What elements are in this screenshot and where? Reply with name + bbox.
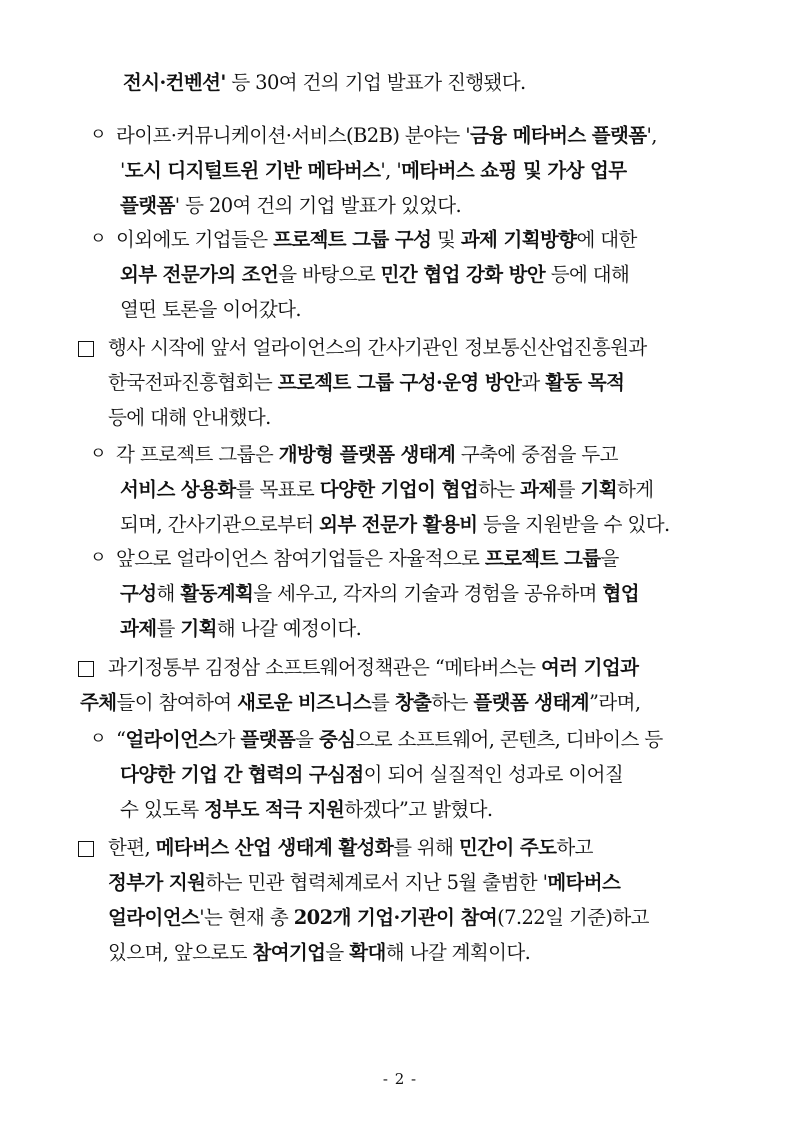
bold-text-run: 메타버스 산업 생태계 활성화 — [155, 836, 394, 859]
square-bullet — [78, 841, 94, 857]
text-run: (7.22일 기준)하고 — [497, 906, 649, 929]
text-line — [120, 257, 629, 292]
text-run: 를 — [370, 691, 395, 714]
text-run: ' 등 20여 건의 기업 발표가 있었다. — [174, 194, 462, 217]
page-number: - 2 - — [382, 1070, 418, 1088]
text-run: 하는 — [431, 691, 474, 714]
text-run: 가 — [216, 728, 241, 751]
bold-text-run: 정부가 지원 — [108, 871, 206, 894]
bold-text-run: 서비스 상용화 — [120, 478, 236, 501]
bold-text-run: 참여기업 — [252, 941, 326, 964]
text-run: 을 — [600, 547, 619, 570]
text-run: 를 위해 — [393, 836, 460, 859]
bold-text-run: 메타버스 — [547, 871, 621, 894]
text-run: 등에 대해 — [545, 263, 630, 286]
bold-text-run: 기획 — [180, 617, 217, 640]
text-line — [123, 65, 526, 100]
text-run: 이 되어 실질적인 성과로 이어질 — [363, 763, 624, 786]
bold-text-run: 중심 — [318, 728, 356, 751]
text-line — [108, 900, 649, 935]
bold-text-run: 활동 목적 — [545, 371, 625, 394]
text-line — [116, 437, 618, 472]
bold-text-run: 프로젝트 그룹 구성 — [273, 228, 432, 251]
text-run: 되며, 간사기관으로부터 — [120, 513, 320, 536]
text-line — [116, 541, 619, 576]
text-run: 열띤 토론을 이어갔다. — [120, 298, 301, 321]
bold-text-run: 얼라이언스 — [125, 728, 217, 751]
bold-text-run: 202개 기업·기관이 참여 — [293, 906, 498, 929]
text-line — [120, 507, 670, 542]
text-run: 한편, — [108, 836, 156, 859]
bold-text-run: 외부 전문가의 조언 — [120, 263, 279, 286]
bold-text-run: 활동계획 — [180, 582, 254, 605]
circle-bullet: ㅇ — [90, 125, 106, 145]
text-run: 하는 민관 협력체계로서 지난 5월 출범한 ' — [205, 871, 548, 894]
text-run: 등 30여 건의 기업 발표가 진행됐다. — [225, 71, 526, 94]
bold-text-run: 정부도 적극 지원 — [204, 798, 345, 821]
text-run: 행사 시작에 앞서 얼라이언스의 간사기관인 정보통신산업진흥원과 — [108, 336, 647, 359]
text-run: '는 현재 총 — [199, 906, 294, 929]
text-run: 을 — [295, 728, 319, 751]
text-run: 하는 — [478, 478, 521, 501]
bold-text-run: 과제 — [520, 478, 557, 501]
text-run: 라이프·커뮤니케이션·서비스(B2B) 분야는 ' — [116, 124, 470, 147]
bold-text-run: 다양한 기업 간 협력의 구심점 — [120, 763, 364, 786]
bold-text-run: 기획 — [580, 478, 617, 501]
bold-text-run: 과제 — [120, 617, 157, 640]
bold-text-run: 민간이 주도 — [459, 836, 557, 859]
bold-text-run: 메타버스 쇼핑 및 가상 업무 — [401, 159, 627, 182]
text-run: 하고 — [556, 836, 593, 859]
text-run: 을 세우고, 각자의 기술과 경험을 공유하며 — [253, 582, 603, 605]
text-line — [120, 757, 623, 792]
text-run: 를 목표로 — [235, 478, 320, 501]
text-line — [108, 935, 530, 970]
text-line — [120, 792, 492, 827]
bold-text-run: 전시·컨벤션' — [123, 71, 226, 94]
bold-text-run: 주체 — [80, 691, 117, 714]
bold-text-run: 도시 디지털트윈 기반 메타버스 — [124, 159, 381, 182]
text-line — [108, 330, 647, 365]
text-line — [116, 222, 637, 257]
square-bullet — [78, 661, 94, 677]
bold-text-run: 여러 기업과 — [540, 656, 639, 679]
bold-text-run: 민간 협업 강화 방안 — [380, 263, 546, 286]
text-line — [108, 830, 593, 865]
bold-text-run: 프로젝트 그룹 — [484, 547, 601, 570]
text-line — [80, 685, 640, 720]
bold-text-run: 새로운 비즈니스 — [237, 691, 371, 714]
text-line — [120, 153, 627, 188]
text-run: 있으며, 앞으로도 — [108, 941, 253, 964]
bold-text-run: 금융 메타버스 플랫폼 — [470, 124, 647, 147]
text-run: 과 — [521, 371, 546, 394]
text-run: ”라며, — [589, 691, 641, 714]
square-bullet — [78, 341, 94, 357]
text-line — [108, 650, 638, 685]
text-run: ' — [120, 159, 125, 182]
text-run: 에 대한 — [576, 228, 637, 251]
text-run: 해 — [156, 582, 181, 605]
circle-bullet: ㅇ — [90, 548, 106, 568]
bold-text-run: 플랫폼 — [120, 194, 175, 217]
text-run: 앞으로 얼라이언스 참여기업들은 자율적으로 — [116, 547, 485, 570]
text-line — [108, 365, 624, 400]
text-line — [116, 722, 663, 757]
text-line — [116, 118, 657, 153]
text-line — [120, 611, 361, 646]
text-run: 각 프로젝트 그룹은 — [116, 443, 279, 466]
bold-text-run: 외부 전문가 활용비 — [319, 513, 478, 536]
text-line — [120, 576, 639, 611]
text-run: 한국전파진흥협회는 — [108, 371, 278, 394]
bold-text-run: 프로젝트 그룹 구성·운영 방안 — [277, 371, 522, 394]
text-run: “ — [116, 728, 126, 751]
text-run: 으로 소프트웨어, 콘텐츠, 디바이스 등 — [355, 728, 663, 751]
bold-text-run: 개방형 플랫폼 생태계 — [278, 443, 456, 466]
bold-text-run: 플랫폼 생태계 — [473, 691, 589, 714]
text-run: 해 나갈 계획이다. — [385, 941, 531, 964]
text-run: 등을 지원받을 수 있다. — [477, 513, 670, 536]
bold-text-run: 플랫폼 — [240, 728, 296, 751]
text-run: 을 — [325, 941, 350, 964]
bold-text-run: 과제 기획방향 — [460, 228, 577, 251]
text-line — [120, 292, 301, 327]
text-run: ', ' — [380, 159, 402, 182]
text-run: 들이 참여하여 — [116, 691, 238, 714]
text-run: 하겠다”고 밝혔다. — [344, 798, 493, 821]
text-run: 구축에 중점을 두고 — [455, 443, 618, 466]
text-run: 등에 대해 안내했다. — [108, 406, 271, 429]
bold-text-run: 협업 — [602, 582, 639, 605]
text-line — [120, 472, 653, 507]
bold-text-run: 다양한 기업이 협업 — [319, 478, 479, 501]
circle-bullet: ㅇ — [90, 444, 106, 464]
text-run: 이외에도 기업들은 — [116, 228, 274, 251]
text-line — [120, 188, 461, 223]
text-line — [108, 865, 620, 900]
bold-text-run: 확대 — [349, 941, 386, 964]
text-run: 과기정통부 김정삼 소프트웨어정책관은 “메타버스는 — [108, 656, 541, 679]
text-run: 를 — [556, 478, 581, 501]
text-run: 해 나갈 예정이다. — [216, 617, 362, 640]
bold-text-run: 얼라이언스 — [108, 906, 200, 929]
text-run: 을 바탕으로 — [278, 263, 381, 286]
circle-bullet: ㅇ — [90, 229, 106, 249]
bold-text-run: 창출 — [394, 691, 432, 714]
text-run: 및 — [431, 228, 461, 251]
text-run: 하게 — [616, 478, 654, 501]
text-line — [108, 400, 271, 435]
text-run: ', — [646, 124, 657, 147]
text-run: 를 — [156, 617, 181, 640]
text-run: 수 있도록 — [120, 798, 205, 821]
circle-bullet: ㅇ — [90, 729, 106, 749]
bold-text-run: 구성 — [120, 582, 157, 605]
